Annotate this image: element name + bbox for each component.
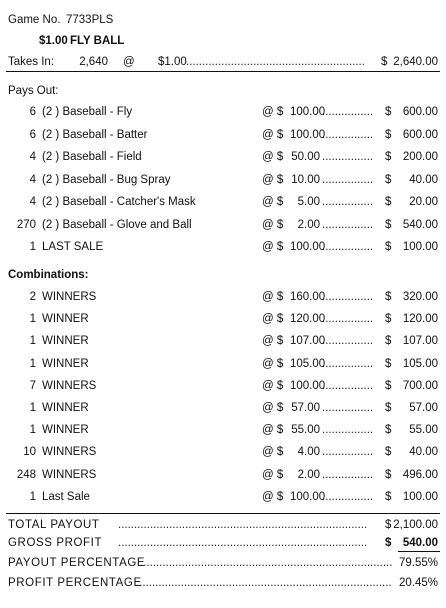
combination-qty: 10 xyxy=(23,446,36,459)
gross-profit-underline xyxy=(398,551,440,552)
combination-currency: $ xyxy=(385,424,392,437)
takes-in-count: 2,640 xyxy=(79,56,108,68)
payout-unit-amount: 100.00 xyxy=(290,241,326,253)
payout-description: (2 ) Baseball - Bug Spray xyxy=(42,173,171,186)
combination-line-total: 496.00 xyxy=(402,468,438,481)
payout-description: (2 ) Baseball - Batter xyxy=(42,128,148,141)
combination-unit-amount: 105.00 xyxy=(290,357,326,370)
combination-at-sign: @ $ xyxy=(262,379,284,392)
payout-currency: $ xyxy=(385,106,392,118)
combination-description: WINNER xyxy=(42,357,89,370)
payout-currency: $ xyxy=(385,241,392,253)
payout-currency: $ xyxy=(385,128,392,141)
payout-qty: 1 xyxy=(29,241,36,253)
payout-percentage-leader xyxy=(140,556,392,570)
combination-leader xyxy=(322,401,374,415)
combination-unit-amount: 100.00 xyxy=(290,490,326,503)
payout-unit-amount: 10.00 xyxy=(291,173,320,186)
combination-leader xyxy=(322,468,374,482)
combination-line-total: 57.00 xyxy=(409,402,438,414)
combination-leader xyxy=(322,334,374,348)
combination-qty: 1 xyxy=(29,424,36,437)
combination-at-sign: @ $ xyxy=(262,490,284,503)
payout-unit-amount: 5.00 xyxy=(297,196,320,208)
game-no-label: Game No. xyxy=(8,14,61,26)
combination-currency: $ xyxy=(385,313,392,326)
gross-profit-currency: $ xyxy=(385,537,392,549)
total-payout-label: TOTAL PAYOUT xyxy=(8,519,100,531)
header-rule xyxy=(6,71,440,72)
payout-leader xyxy=(322,128,374,142)
total-payout-leader xyxy=(118,518,368,532)
summary-rule xyxy=(6,513,440,514)
combination-description: WINNER xyxy=(42,335,89,348)
takes-in-total: 2,640.00 xyxy=(393,56,438,68)
takes-in-leader xyxy=(186,55,364,69)
combination-leader xyxy=(322,445,374,459)
payout-qty: 4 xyxy=(29,196,36,208)
payout-leader xyxy=(322,173,374,187)
takes-in-currency: $ xyxy=(381,56,388,68)
combination-currency: $ xyxy=(385,291,392,303)
combination-description: WINNER xyxy=(42,402,89,414)
profit-percentage-leader xyxy=(136,576,392,590)
payout-line-total: 600.00 xyxy=(402,106,438,118)
payout-description: (2 ) Baseball - Catcher's Mask xyxy=(42,196,196,208)
payout-description: (2 ) Baseball - Field xyxy=(42,151,142,163)
combination-description: WINNERS xyxy=(42,379,97,392)
combination-qty: 1 xyxy=(29,402,36,414)
takes-in-price: $1.00 xyxy=(158,56,187,68)
total-payout-value: 2,100.00 xyxy=(393,519,438,531)
combination-currency: $ xyxy=(385,402,392,414)
payout-line-total: 540.00 xyxy=(402,218,438,231)
payout-line-total: 40.00 xyxy=(409,173,438,186)
combination-description: WINNER xyxy=(42,313,89,326)
combination-unit-amount: 107.00 xyxy=(290,335,326,348)
combination-unit-amount: 120.00 xyxy=(290,313,326,326)
combination-line-total: 105.00 xyxy=(402,357,438,370)
combination-currency: $ xyxy=(385,379,392,392)
combination-unit-amount: 4.00 xyxy=(297,446,320,459)
combination-at-sign: @ $ xyxy=(262,402,284,414)
combination-unit-amount: 57.00 xyxy=(291,402,320,414)
payout-percentage-value: 79.55% xyxy=(398,557,438,569)
combination-line-total: 120.00 xyxy=(402,313,438,326)
gross-profit-label: GROSS PROFIT xyxy=(8,537,103,549)
combination-line-total: 100.00 xyxy=(402,490,438,503)
combination-leader xyxy=(322,490,374,504)
game-no-value: 7733PLS xyxy=(66,14,114,26)
combination-currency: $ xyxy=(385,357,392,370)
payout-description: (2 ) Baseball - Glove and Ball xyxy=(42,218,192,231)
combination-currency: $ xyxy=(385,335,392,348)
combination-line-total: 700.00 xyxy=(402,379,438,392)
payout-at-sign: @ $ xyxy=(262,218,284,231)
payout-description: (2 ) Baseball - Fly xyxy=(42,106,133,118)
combination-qty: 1 xyxy=(29,335,36,348)
combination-at-sign: @ $ xyxy=(262,291,284,303)
combination-line-total: 55.00 xyxy=(409,424,438,437)
combination-qty: 1 xyxy=(29,313,36,326)
combination-unit-amount: 100.00 xyxy=(290,379,326,392)
combination-qty: 2 xyxy=(29,291,36,303)
payout-at-sign: @ $ xyxy=(262,173,284,186)
combination-unit-amount: 55.00 xyxy=(291,424,320,437)
combination-description: WINNERS xyxy=(42,446,97,459)
payout-qty: 6 xyxy=(29,128,36,141)
combination-currency: $ xyxy=(385,468,392,481)
combination-leader xyxy=(322,312,374,326)
combination-description: WINNERS xyxy=(42,291,97,303)
combination-unit-amount: 160.00 xyxy=(290,291,326,303)
profit-percentage-value: 20.45% xyxy=(398,577,438,589)
payout-currency: $ xyxy=(385,173,392,186)
payout-leader xyxy=(322,195,374,209)
payout-leader xyxy=(322,150,374,164)
payout-qty: 270 xyxy=(16,218,36,231)
combination-unit-amount: 2.00 xyxy=(297,468,320,481)
payout-unit-amount: 100.00 xyxy=(290,128,326,141)
combination-currency: $ xyxy=(385,490,392,503)
payout-at-sign: @ $ xyxy=(262,151,284,163)
combination-at-sign: @ $ xyxy=(262,313,284,326)
payout-at-sign: @ $ xyxy=(262,128,284,141)
gross-profit-value: 540.00 xyxy=(402,537,438,549)
payout-line-total: 20.00 xyxy=(409,196,438,208)
combination-leader xyxy=(322,290,374,304)
combination-leader xyxy=(322,357,374,371)
total-payout-currency: $ xyxy=(385,519,392,531)
combination-description: Last Sale xyxy=(42,490,90,503)
payout-currency: $ xyxy=(385,196,392,208)
takes-in-at: @ xyxy=(123,56,135,68)
combination-line-total: 107.00 xyxy=(402,335,438,348)
combination-description: WINNERS xyxy=(42,468,97,481)
payout-at-sign: @ $ xyxy=(262,196,284,208)
payout-qty: 6 xyxy=(29,106,36,118)
combination-at-sign: @ $ xyxy=(262,357,284,370)
payout-unit-amount: 50.00 xyxy=(291,151,320,163)
combination-at-sign: @ $ xyxy=(262,468,284,481)
combination-leader xyxy=(322,423,374,437)
payout-qty: 4 xyxy=(29,151,36,163)
combination-qty: 1 xyxy=(29,490,36,503)
combination-at-sign: @ $ xyxy=(262,446,284,459)
combination-at-sign: @ $ xyxy=(262,424,284,437)
payout-leader xyxy=(322,105,374,119)
payout-at-sign: @ $ xyxy=(262,241,284,253)
payout-currency: $ xyxy=(385,218,392,231)
takes-in-label: Takes In: xyxy=(8,56,55,68)
payout-description: LAST SALE xyxy=(42,241,104,253)
payout-unit-amount: 2.00 xyxy=(297,218,320,231)
combinations-label: Combinations: xyxy=(8,269,89,281)
combination-description: WINNER xyxy=(42,424,89,437)
payout-line-total: 600.00 xyxy=(402,128,438,141)
profit-percentage-label: PROFIT PERCENTAGE xyxy=(8,577,142,589)
payout-leader xyxy=(322,218,374,232)
combination-line-total: 320.00 xyxy=(402,291,438,303)
combination-qty: 7 xyxy=(29,379,36,392)
combination-leader xyxy=(322,379,374,393)
payout-at-sign: @ $ xyxy=(262,106,284,118)
game-price: $1.00 xyxy=(39,35,68,47)
payout-leader xyxy=(322,240,374,254)
combination-line-total: 40.00 xyxy=(409,446,438,459)
pays-out-label: Pays Out: xyxy=(8,85,59,97)
payout-unit-amount: 100.00 xyxy=(290,106,326,118)
combination-currency: $ xyxy=(385,446,392,459)
game-name: FLY BALL xyxy=(70,35,125,47)
gross-profit-leader xyxy=(118,536,368,550)
payout-percentage-label: PAYOUT PERCENTAGE xyxy=(8,557,146,569)
payout-line-total: 100.00 xyxy=(402,241,438,253)
combination-qty: 248 xyxy=(16,468,36,481)
payout-qty: 4 xyxy=(29,173,36,186)
payout-currency: $ xyxy=(385,151,392,163)
combination-qty: 1 xyxy=(29,357,36,370)
combination-at-sign: @ $ xyxy=(262,335,284,348)
payout-line-total: 200.00 xyxy=(402,151,438,163)
